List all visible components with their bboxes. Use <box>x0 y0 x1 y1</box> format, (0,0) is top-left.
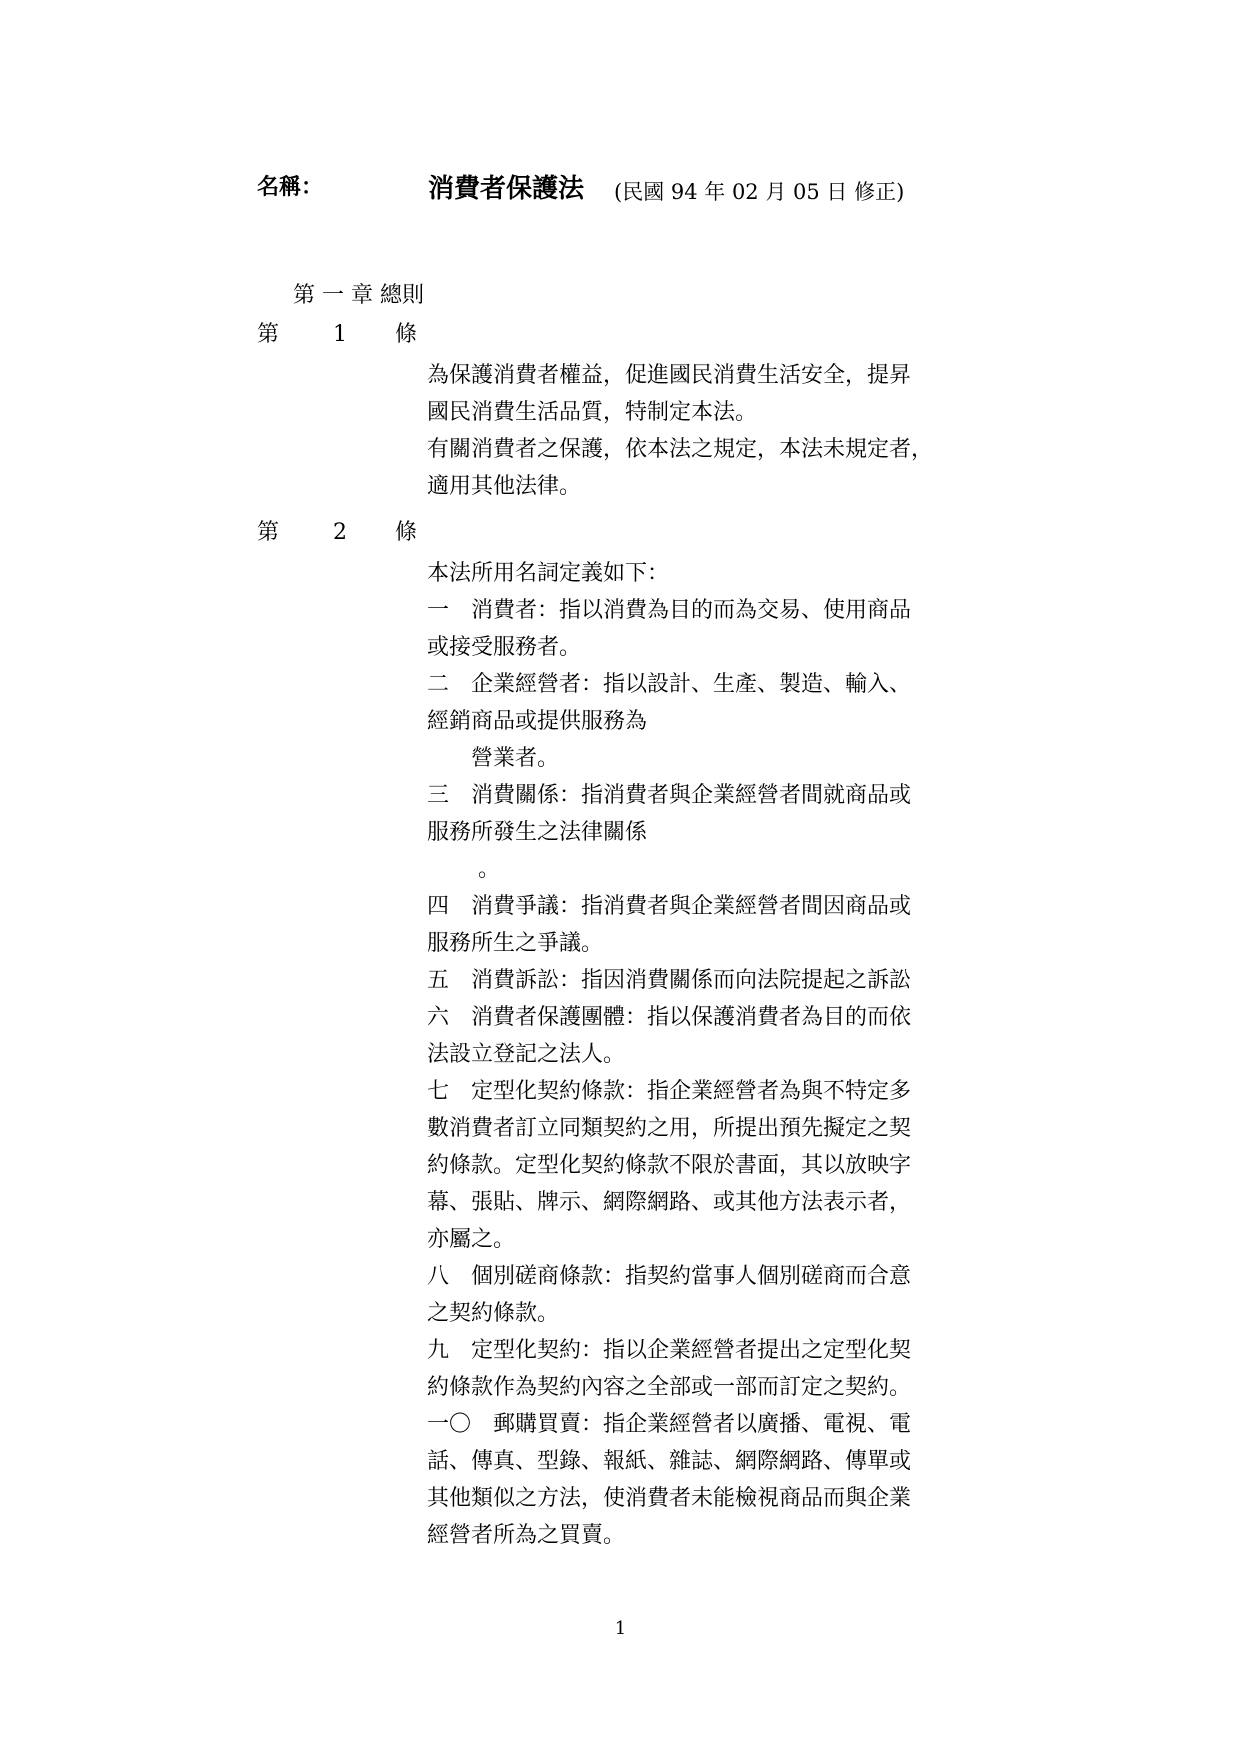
article-line: 二 企業經營者：指以設計、生產、製造、輸入、 <box>427 672 912 697</box>
article-line: 服務所發生之法律關係 <box>427 820 648 845</box>
name-label: 名稱： <box>257 175 324 200</box>
article-suffix: 條 <box>395 520 418 545</box>
article-line: 五 消費訴訟：指因消費關係而向法院提起之訴訟 <box>427 968 912 993</box>
article-line: 亦屬之。 <box>427 1227 516 1252</box>
article-line: 七 定型化契約條款：指企業經營者為與不特定多 <box>427 1079 912 1104</box>
article-line: 四 消費爭議：指消費者與企業經營者間因商品或 <box>427 894 912 919</box>
article-line: 其他類似之方法，使消費者未能檢視商品而與企業 <box>427 1486 912 1511</box>
article-1-body <box>427 357 1007 505</box>
article-line: 。 <box>427 857 500 882</box>
article-line: 約條款作為契約內容之全部或一部而訂定之契約。 <box>427 1375 912 1400</box>
article-line: 為保護消費者權益，促進國民消費生活安全，提昇 <box>427 363 912 388</box>
article-line: 之契約條款。 <box>427 1301 560 1326</box>
article-line: 六 消費者保護團體：指以保護消費者為目的而依 <box>427 1005 912 1030</box>
article-number: 2 <box>333 520 347 545</box>
article-line: 話、傳真、型錄、報紙、雜誌、網際網路、傳單或 <box>427 1449 912 1474</box>
article-line: 適用其他法律。 <box>427 474 582 499</box>
article-2-body <box>427 555 1007 1554</box>
article-line: 法設立登記之法人。 <box>427 1042 626 1067</box>
article-line: 有關消費者之保護，依本法之規定，本法未規定者， <box>427 437 934 462</box>
article-line: 國民消費生活品質，特制定本法。 <box>427 400 758 425</box>
article-line: 一 消費者：指以消費為目的而為交易、使用商品 <box>427 598 912 623</box>
article-line: 經銷商品或提供服務為 <box>427 709 648 734</box>
article-line: 一〇 郵購買賣：指企業經營者以廣播、電視、電 <box>427 1412 912 1437</box>
article-line: 數消費者訂立同類契約之用，所提出預先擬定之契 <box>427 1116 912 1141</box>
article-line: 約條款。定型化契約條款不限於書面，其以放映字 <box>427 1153 912 1178</box>
article-line: 九 定型化契約：指以企業經營者提出之定型化契 <box>427 1338 912 1363</box>
article-suffix: 條 <box>395 322 418 347</box>
law-title: 消費者保護法 <box>428 174 585 204</box>
article-line: 服務所生之爭議。 <box>427 931 604 956</box>
article-line: 三 消費關係：指消費者與企業經營者間就商品或 <box>427 783 912 808</box>
article-line: 或接受服務者。 <box>427 635 582 660</box>
article-line: 營業者。 <box>427 746 560 771</box>
article-line: 幕、張貼、牌示、網際網路、或其他方法表示者， <box>427 1190 912 1215</box>
chapter-title: 第 一 章 總則 <box>293 283 424 308</box>
article-prefix: 第 <box>257 322 280 347</box>
article-line: 本法所用名詞定義如下： <box>427 561 670 586</box>
article-line: 八 個別磋商條款：指契約當事人個別磋商而合意 <box>427 1264 912 1289</box>
law-amendment-date: (民國 94 年 02 月 05 日 修正) <box>614 180 905 204</box>
page-number: 1 <box>614 1618 627 1639</box>
article-line: 經營者所為之買賣。 <box>427 1523 626 1548</box>
article-prefix: 第 <box>257 520 280 545</box>
article-number: 1 <box>333 322 347 347</box>
